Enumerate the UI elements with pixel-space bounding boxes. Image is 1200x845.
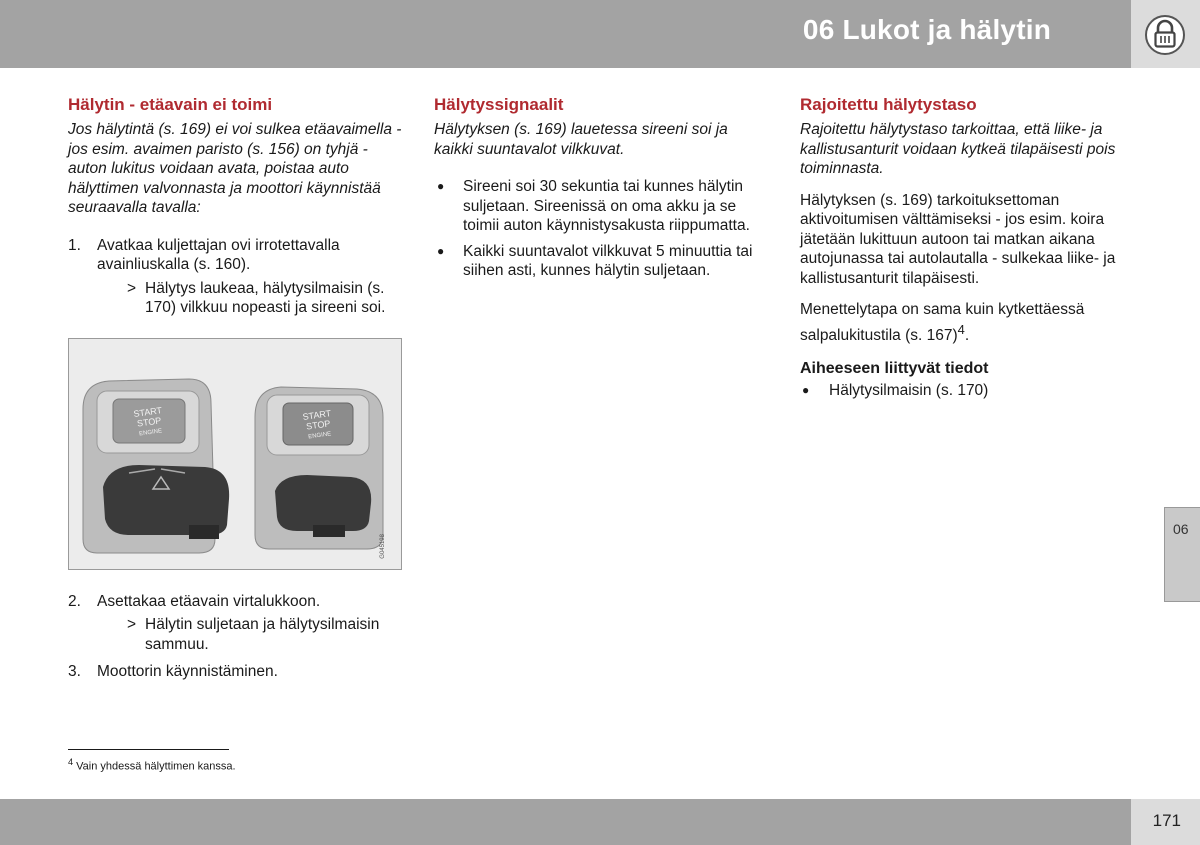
body-paragraph: Hälytyksen (s. 169) tarkoituksettoman aktivoitumisen välttämiseksi - jos esim. koira jätetään lukittuun autoon tai matkan aikana autojunassa tai autolautalla - sulkekaa liike- ja kallistusanturit tilapäisesti.	[800, 191, 1116, 287]
footer-bar	[0, 799, 1131, 845]
step-list	[68, 236, 402, 318]
page-number: 171	[1152, 811, 1181, 830]
bullet-dot: ●	[802, 383, 810, 398]
intro-text: Jos hälytintä (s. 169) ei voi sulkea etäavaimella - jos esim. avaimen paristo (s. 156) on tyhjä - auton lukitus voidaan avata, poistaa auto hälyttimen valvonnasta ja moottori käynnistää seuraavalla tavalla:	[68, 121, 402, 216]
svg-text:STOP: STOP	[305, 417, 332, 432]
page-number-box	[1131, 799, 1200, 845]
paragraph-end: .	[964, 326, 970, 344]
step-result	[97, 279, 402, 318]
ignition-figure	[68, 338, 402, 570]
section-heading: Hälytin - etäavain ei toimi	[68, 95, 273, 114]
paragraph-text: Menettelytapa on sama kuin kytkettäessä salpalukitustila (s. 167)	[800, 301, 1085, 344]
start-stop-illustration	[69, 339, 401, 569]
bullet-dot: ●	[437, 179, 445, 193]
step-text: Asettakaa etäavain virtalukkoon.	[97, 592, 321, 610]
body-paragraph	[800, 300, 1134, 345]
bullet-dot: ●	[437, 243, 445, 258]
related-list	[800, 381, 1134, 401]
side-tab-label: 06	[1173, 521, 1189, 537]
intro-text: Rajoitettu hälytystaso tarkoittaa, että liike- ja kallistusanturit voidaan kytkeä tilapäisesti pois toiminnasta.	[800, 121, 1116, 177]
footnote-divider	[68, 749, 229, 750]
step-text: Moottorin käynnistäminen.	[97, 663, 278, 680]
result-text: Hälytin suljetaan ja hälytysilmaisin sammuu.	[145, 616, 380, 653]
section-heading: Rajoitettu hälytystaso	[800, 95, 977, 114]
chapter-icon-box	[1131, 0, 1200, 68]
step-item	[68, 592, 402, 655]
chapter-header-bar	[0, 0, 1131, 68]
step-item	[68, 662, 402, 682]
svg-text:START: START	[132, 404, 163, 419]
result-text: Hälytys laukeaa, hälytysilmaisin (s. 170) vilkkuu nopeasti ja sireeni soi.	[145, 279, 386, 316]
result-marker: >	[127, 616, 137, 633]
svg-text:STOP: STOP	[136, 414, 162, 429]
step-number: 3.	[68, 663, 81, 680]
chapter-title: 06 Lukot ja hälytin	[802, 14, 1051, 45]
section-heading: Hälytyssignaalit	[434, 95, 564, 114]
intro-text: Hälytyksen (s. 169) lauetessa sireeni soi ja kaikki suuntavalot vilkkuvat.	[434, 121, 728, 158]
chapter-side-tab[interactable]	[1164, 507, 1200, 602]
list-item	[434, 242, 768, 281]
footnote-text: Vain yhdessä hälyttimen kanssa.	[76, 760, 236, 773]
list-item-text: Sireeni soi 30 sekuntia tai kunnes hälytin suljetaan. Sireenissä on oma akku ja se toimii auton käynnistysakusta riippumatta.	[463, 178, 750, 234]
related-link[interactable]	[800, 381, 1134, 401]
step-item	[68, 236, 402, 318]
column-reduced-alarm-level	[800, 94, 1134, 401]
column-remote-not-working	[68, 94, 402, 682]
step-number: 2.	[68, 592, 81, 610]
footnote	[68, 755, 236, 774]
footnote-mark: 4	[68, 757, 74, 767]
list-item-text: Kaikki suuntavalot vilkkuvat 5 minuuttia tai siihen asti, kunnes hälytin suljetaan.	[463, 242, 753, 279]
step-number: 1.	[68, 236, 81, 254]
related-link-text[interactable]: Hälytysilmaisin (s. 170)	[829, 382, 989, 400]
svg-text:ENGINE: ENGINE	[138, 427, 163, 437]
svg-text:START: START	[301, 407, 332, 422]
step-text: Avatkaa kuljettajan ovi irrotettavalla avainliuskalla (s. 160).	[97, 236, 340, 273]
figure-code: G045198	[379, 533, 386, 559]
related-heading: Aiheeseen liittyvät tiedot	[800, 360, 989, 378]
result-marker: >	[127, 279, 137, 297]
list-item	[434, 177, 768, 236]
svg-text:ENGINE: ENGINE	[307, 430, 332, 440]
bullet-list	[434, 177, 768, 281]
step-list-continued	[68, 592, 402, 682]
column-alarm-signals	[434, 94, 768, 287]
step-result	[97, 615, 402, 654]
padlock-icon	[1144, 14, 1186, 56]
footnote-reference: 4	[957, 321, 965, 337]
